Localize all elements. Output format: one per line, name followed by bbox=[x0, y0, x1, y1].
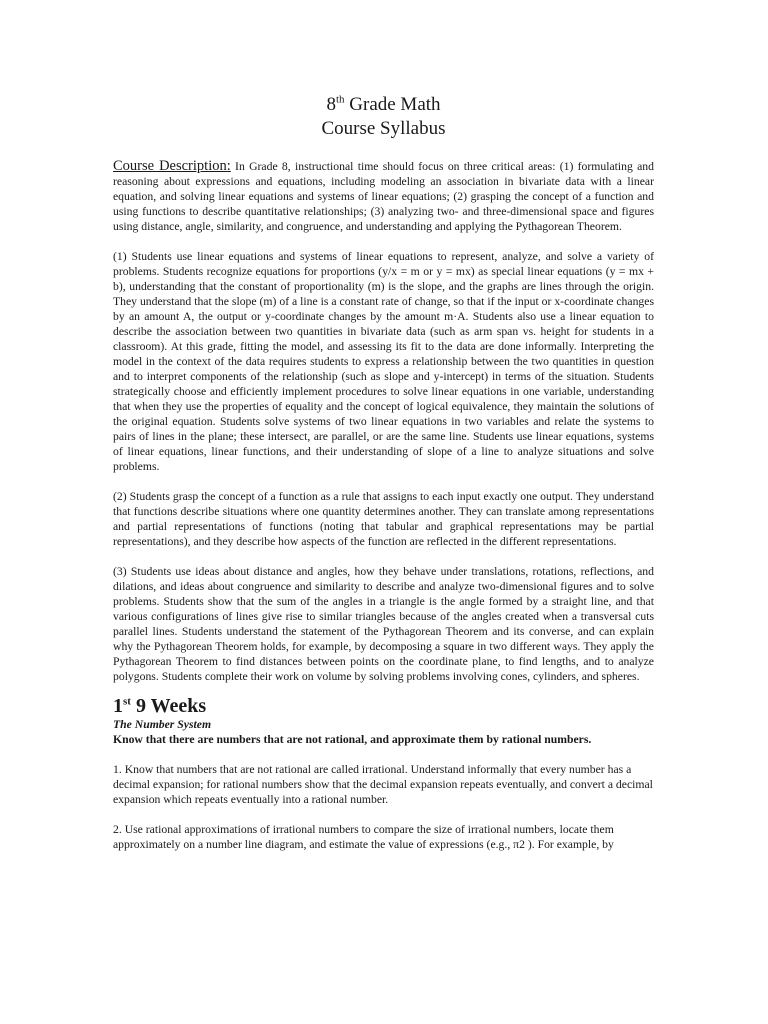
section-heading-rest: 9 Weeks bbox=[130, 695, 207, 717]
title-line-2: Course Syllabus bbox=[321, 118, 446, 139]
document-title bbox=[113, 93, 654, 141]
grade-number: 8 bbox=[326, 94, 336, 115]
title-line-1-rest: Grade Math bbox=[344, 94, 441, 115]
standard-2: 2. Use rational approximations of irrational numbers to compare the size of irrational numbers, locate them approximately on a number line diagram, and estimate the value of expressions (e.g., π2 ). For example, by bbox=[113, 823, 614, 851]
section-number: 1 bbox=[113, 695, 123, 717]
domain-heading: The Number System bbox=[113, 718, 212, 731]
course-description-text: In Grade 8, instructional time should focus on three critical areas: (1) formulating and reasoning about expressions and equations, including modeling an association in bivariate data with a linear equation, and solving linear equations and systems of linear equations; (2) grasping the concept of a function and using functions to describe quantitative relationships; (3) analyzing two- and three-dimensional space and figures using distance, angle, similarity, and congruence, and understanding and applying the Pythagorean Theorem. bbox=[113, 160, 654, 233]
document-content bbox=[113, 93, 654, 852]
standard-1: 1. Know that numbers that are not rational are called irrational. Understand informally that every number has a decimal expansion; for rational numbers show that the decimal expansion repeats eventually, and convert a decimal expansion which repeats eventually into a rational number. bbox=[113, 763, 653, 806]
paragraph-3: (3) Students use ideas about distance and angles, how they behave under translations, rotations, reflections, and dilations, and ideas about congruence and similarity to describe and analyze two-dimensional figures and to solve problems. Students show that the sum of the angles in a triangle is the angle formed by a straight line, and that various configurations of lines give rise to similar triangles because of the angles created when a transversal cuts parallel lines. Students understand the statement of the Pythagorean Theorem and its converse, and can explain why the Pythagorean Theorem holds, for example, by decomposing a square in two different ways. They apply the Pythagorean Theorem to find distances between points on the coordinate plane, to find lengths, and to analyze polygons. Students complete their work on volume by solving problems involving cones, cylinders, and spheres. bbox=[113, 565, 654, 683]
course-description-label: Course Description: bbox=[113, 158, 231, 174]
course-description bbox=[113, 159, 654, 234]
paragraph-2: (2) Students grasp the concept of a function as a rule that assigns to each input exactly one output. They understand that functions describe situations where one quantity determines another. They can translate among representations and partial representations of functions (noting that tabular and graphical representations may be partial representations), and they describe how aspects of the function are reflected in the different representations. bbox=[113, 490, 654, 548]
cluster-heading: Know that there are numbers that are not rational, and approximate them by rational numbers. bbox=[113, 733, 592, 746]
title-line-1 bbox=[113, 93, 654, 117]
grade-suffix: th bbox=[335, 93, 345, 106]
paragraph-1: (1) Students use linear equations and systems of linear equations to represent, analyze, and solve a variety of problems. Students recognize equations for proportions (y/x = m or y = mx) as special linear equations (y = mx + b), understanding that the constant of proportionality (m) is the slope, and the graphs are lines through the origin. They understand that the slope (m) of a line is a constant rate of change, so that if the input or x-coordinate changes by an amount A, the output or y-coordinate changes by the amount m·A. Students also use a linear equation to describe the association between two quantities in bivariate data (such as arm span vs. height for students in a classroom). At this grade, fitting the model, and assessing its fit to the data are done informally. Interpreting the model in the context of the data requires students to express a relationship between the two quantities in question and to interpret components of the relationship (such as slope and y-intercept) in terms of the situation. Students strategically choose and efficiently implement procedures to solve linear equations in one variable, understanding that when they use the properties of equality and the concept of logical equivalence, they maintain the solutions of the original equation. Students solve systems of two linear equations in two variables and relate the systems to pairs of lines in the plane; these intersect, are parallel, or are the same line. Students use linear equations, systems of linear equations, linear functions, and their understanding of slope of a line to analyze situations and solve problems. bbox=[113, 250, 654, 473]
section-suffix: st bbox=[123, 695, 131, 708]
section-heading-first-9-weeks bbox=[113, 694, 654, 718]
